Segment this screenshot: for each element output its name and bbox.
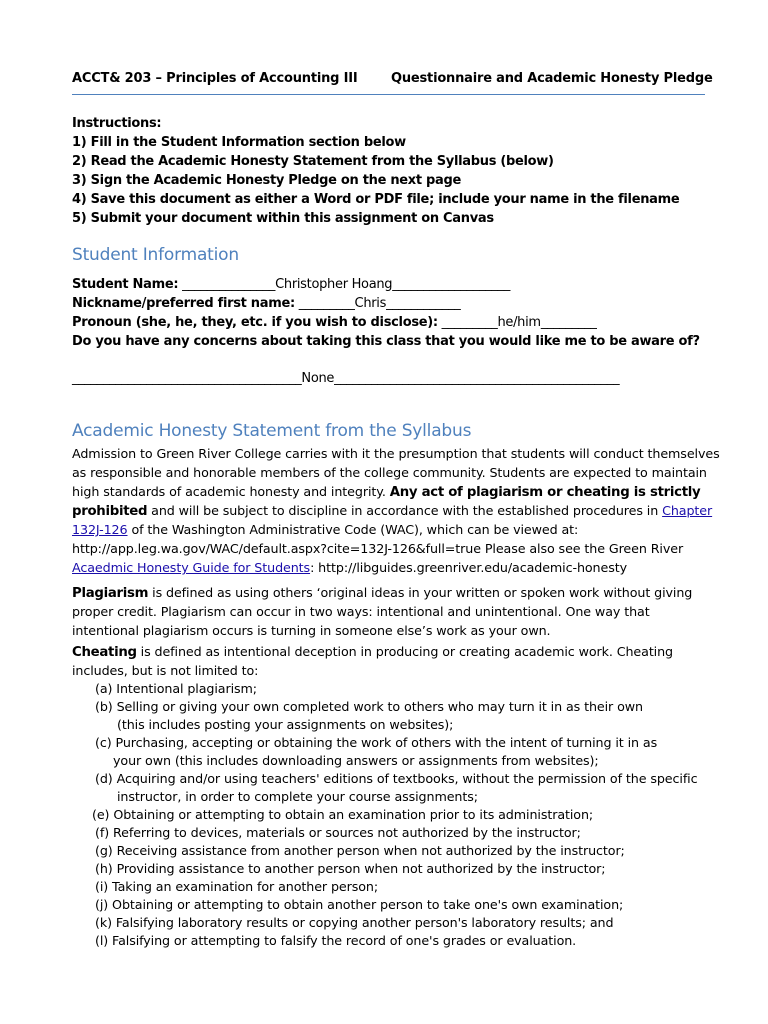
concerns-value[interactable]: None bbox=[301, 371, 335, 386]
course-title: ACCT& 203 – Principles of Accounting III bbox=[72, 71, 358, 86]
pronoun-blank-post: _________ bbox=[540, 315, 597, 330]
student-name-blank-pre: _______________ bbox=[178, 277, 276, 292]
pronoun-blank-pre: _________ bbox=[437, 315, 498, 330]
cheating-list-item: (l) Falsifying or attempting to falsify the record of one's grades or evaluation. bbox=[95, 933, 577, 948]
student-name-field bbox=[72, 277, 510, 292]
honesty-bold-text: Any act of plagiarism or cheating is strictly bbox=[389, 485, 701, 500]
pronoun-field bbox=[72, 315, 597, 330]
header-rule bbox=[72, 94, 705, 95]
honesty-text: : http://libguides.greenriver.edu/academic-honesty bbox=[310, 560, 627, 575]
wac-chapter-number-link[interactable]: 132J-126 bbox=[72, 522, 128, 537]
pronoun-label: Pronoun (she, he, they, etc. if you wish to disclose): bbox=[72, 315, 438, 330]
honesty-line bbox=[72, 560, 627, 575]
student-info-heading: Student Information bbox=[72, 245, 239, 265]
honesty-text: and will be subject to discipline in accordance with the established procedures in bbox=[147, 503, 663, 518]
instruction-item-4: 4) Save this document as either a Word or PDF file; include your name in the filename bbox=[72, 192, 680, 207]
nickname-value[interactable]: Chris bbox=[354, 296, 387, 311]
wac-chapter-link[interactable]: Chapter bbox=[662, 503, 713, 518]
honesty-line bbox=[72, 522, 578, 537]
honesty-text: high standards of academic honesty and integrity. bbox=[72, 484, 390, 499]
student-name-label: Student Name: bbox=[72, 277, 179, 292]
concerns-answer-field bbox=[72, 371, 619, 386]
honesty-text: of the Washington Administrative Code (WAC), which can be viewed at: bbox=[127, 522, 579, 537]
honesty-bold-text: prohibited bbox=[72, 504, 148, 519]
cheating-line bbox=[72, 644, 673, 660]
cheating-list-item: (j) Obtaining or attempting to obtain another person to take one's own examination; bbox=[95, 897, 624, 912]
pronoun-value[interactable]: he/him bbox=[497, 315, 541, 330]
student-name-blank-post: ___________________ bbox=[392, 277, 511, 292]
concerns-blank-post: ______________________________________________ bbox=[334, 371, 620, 386]
plagiarism-line: proper credit. Plagiarism can occur in two ways: intentional and unintentional. One way that bbox=[72, 604, 650, 619]
cheating-list-item: (d) Acquiring and/or using teachers' editions of textbooks, without the permission of the specific bbox=[95, 771, 698, 786]
nickname-blank-post: ____________ bbox=[386, 296, 461, 311]
instruction-item-2: 2) Read the Academic Honesty Statement from the Syllabus (below) bbox=[72, 154, 554, 169]
honesty-line: http://app.leg.wa.gov/WAC/default.aspx?cite=132J-126&full=true Please also see the Green River bbox=[72, 541, 684, 556]
cheating-text: is defined as intentional deception in producing or creating academic work. Cheating bbox=[136, 644, 674, 659]
plagiarism-text: is defined as using others ‘original ideas in your written or spoken work without giving bbox=[148, 585, 693, 600]
concerns-blank-pre: _____________________________________ bbox=[72, 371, 302, 386]
plagiarism-line: intentional plagiarism occurs is turning in someone else’s work as your own. bbox=[72, 623, 551, 638]
nickname-label: Nickname/preferred first name: bbox=[72, 296, 295, 311]
cheating-list-item: (b) Selling or giving your own completed work to others who may turn it in as their own bbox=[95, 699, 643, 714]
cheating-list-item: (h) Providing assistance to another person when not authorized by the instructor; bbox=[95, 861, 606, 876]
cheating-list-item: (g) Receiving assistance from another person when not authorized by the instructor; bbox=[95, 843, 625, 858]
honesty-heading: Academic Honesty Statement from the Syllabus bbox=[72, 421, 472, 441]
cheating-list-item: (i) Taking an examination for another person; bbox=[95, 879, 379, 894]
instructions-title: Instructions: bbox=[72, 116, 162, 131]
honesty-line: Admission to Green River College carries with it the presumption that students will conduct themselves bbox=[72, 446, 720, 461]
cheating-list-item: (c) Purchasing, accepting or obtaining the work of others with the intent of turning it in as bbox=[95, 735, 658, 750]
cheating-term: Cheating bbox=[72, 645, 137, 660]
cheating-list-item: (a) Intentional plagiarism; bbox=[95, 681, 257, 696]
honesty-guide-link[interactable]: Acaedmic Honesty Guide for Students bbox=[72, 560, 311, 575]
honesty-line bbox=[72, 503, 712, 519]
concerns-question: Do you have any concerns about taking this class that you would like me to be aware of? bbox=[72, 334, 700, 349]
cheating-list-item: your own (this includes downloading answers or assignments from websites); bbox=[113, 753, 599, 768]
document-title: Questionnaire and Academic Honesty Pledge bbox=[391, 71, 713, 86]
cheating-list-item: instructor, in order to complete your course assignments; bbox=[117, 789, 478, 804]
honesty-line: as responsible and honorable members of the college community. Students are expected to maintain bbox=[72, 465, 707, 480]
nickname-field bbox=[72, 296, 461, 311]
cheating-line: includes, but is not limited to: bbox=[72, 663, 259, 678]
nickname-blank-pre: _________ bbox=[294, 296, 355, 311]
instruction-item-3: 3) Sign the Academic Honesty Pledge on the next page bbox=[72, 173, 462, 188]
plagiarism-line bbox=[72, 585, 692, 601]
plagiarism-term: Plagiarism bbox=[72, 586, 149, 601]
cheating-list-item: (this includes posting your assignments on websites); bbox=[117, 717, 454, 732]
honesty-line bbox=[72, 484, 700, 500]
cheating-list-item: (e) Obtaining or attempting to obtain an examination prior to its administration; bbox=[92, 807, 594, 822]
instruction-item-1: 1) Fill in the Student Information section below bbox=[72, 135, 406, 150]
instruction-item-5: 5) Submit your document within this assignment on Canvas bbox=[72, 211, 494, 226]
cheating-list-item: (k) Falsifying laboratory results or copying another person's laboratory results; and bbox=[95, 915, 614, 930]
student-name-value[interactable]: Christopher Hoang bbox=[275, 277, 393, 292]
cheating-list-item: (f) Referring to devices, materials or sources not authorized by the instructor; bbox=[95, 825, 581, 840]
